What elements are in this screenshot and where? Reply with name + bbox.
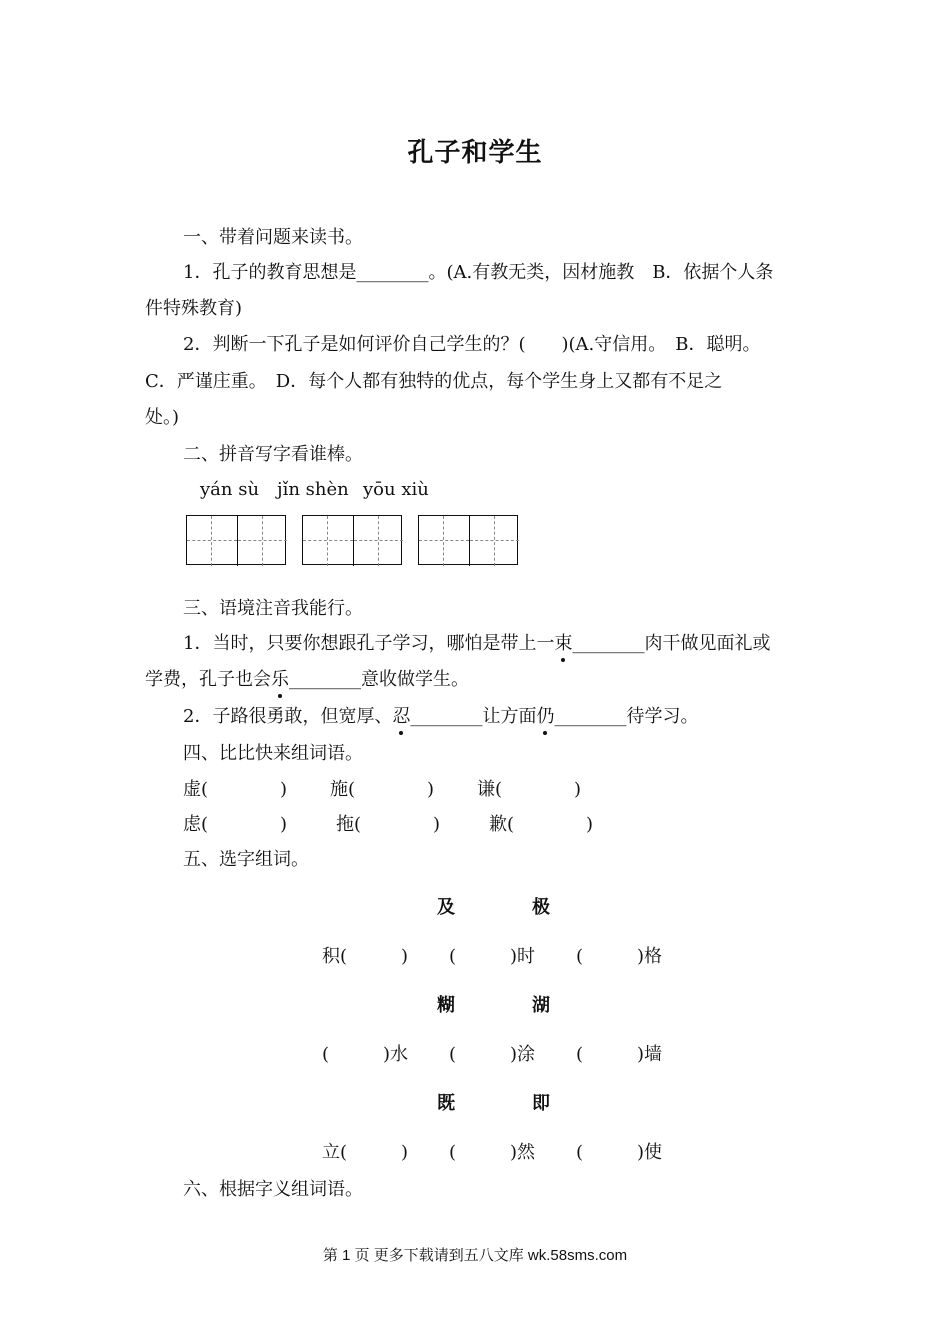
- word-blank: ( )然: [449, 1142, 536, 1163]
- section-2-heading: 二、拼音写字看谁棒。: [183, 444, 363, 465]
- s3-q2: 2．子路很勇敢，但宽厚、忍________让方面仍________待学习。: [183, 706, 699, 727]
- word-blank: 立( ): [322, 1142, 409, 1163]
- section-5-heading: 五、选字组词。: [183, 849, 309, 870]
- s1-q2-line2: C．严谨庄重。 D．每个人都有独特的优点，每个学生身上又都有不足之: [145, 371, 723, 392]
- word-blank: 谦( ): [477, 779, 582, 800]
- choice-char: 及: [437, 897, 455, 918]
- writing-grid-3[interactable]: [418, 515, 518, 565]
- choice-char: 既: [437, 1093, 455, 1114]
- word-blank: 歉( ): [489, 814, 594, 835]
- s1-q2-line3: 处。): [145, 407, 180, 428]
- s1-q2-line1: 2．判断一下孔子是如何评价自己学生的？( )(A.守信用。 B．聪明。: [183, 334, 761, 355]
- word-blank: 虚( ): [183, 779, 288, 800]
- word-blank: 虑( ): [183, 814, 288, 835]
- writing-grid-2[interactable]: [302, 515, 402, 565]
- word-blank: ( )涂: [449, 1044, 536, 1065]
- section-4-heading: 四、比比快来组词语。: [183, 743, 363, 764]
- word-blank: 积( ): [322, 946, 409, 967]
- pinyin-2: jǐn shèn: [277, 479, 349, 500]
- dotted-char: 乐: [271, 669, 289, 690]
- word-blank: ( )格: [576, 946, 663, 967]
- dotted-char: 忍: [392, 706, 411, 727]
- word-blank: ( )水: [322, 1044, 409, 1065]
- writing-grid-1[interactable]: [186, 515, 286, 565]
- dotted-char: 仍: [536, 706, 555, 727]
- section-6-heading: 六、根据字义组词语。: [183, 1179, 363, 1200]
- s3-q1-line1: 1．当时，只要你想跟孔子学习，哪怕是带上一束________肉干做见面礼或: [183, 633, 771, 654]
- choice-char: 极: [532, 897, 550, 918]
- pinyin-1: yán sù: [200, 479, 260, 500]
- page-footer: 第 1 页 更多下载请到五八文库 wk.58sms.com: [322, 1247, 628, 1264]
- word-blank: ( )墙: [576, 1044, 663, 1065]
- word-blank: ( )时: [449, 946, 536, 967]
- choice-char: 湖: [532, 995, 550, 1016]
- choice-char: 即: [532, 1093, 550, 1114]
- word-blank: 施( ): [330, 779, 435, 800]
- s3-q1-line2: 学费，孔子也会乐________意收做学生。: [145, 669, 469, 690]
- word-blank: 拖( ): [336, 814, 441, 835]
- pinyin-3: yōu xiù: [363, 479, 429, 500]
- s1-q1-line2: 件特殊教育): [145, 298, 243, 319]
- section-1-heading: 一、带着问题来读书。: [183, 227, 363, 248]
- page-title: 孔子和学生: [407, 138, 543, 168]
- word-blank: ( )使: [576, 1142, 663, 1163]
- dotted-char: 束: [554, 633, 573, 654]
- choice-char: 糊: [437, 995, 455, 1016]
- section-3-heading: 三、语境注音我能行。: [183, 598, 363, 619]
- s1-q1-line1: 1．孔子的教育思想是________。(A.有教无类，因材施教 B．依据个人条: [183, 262, 774, 283]
